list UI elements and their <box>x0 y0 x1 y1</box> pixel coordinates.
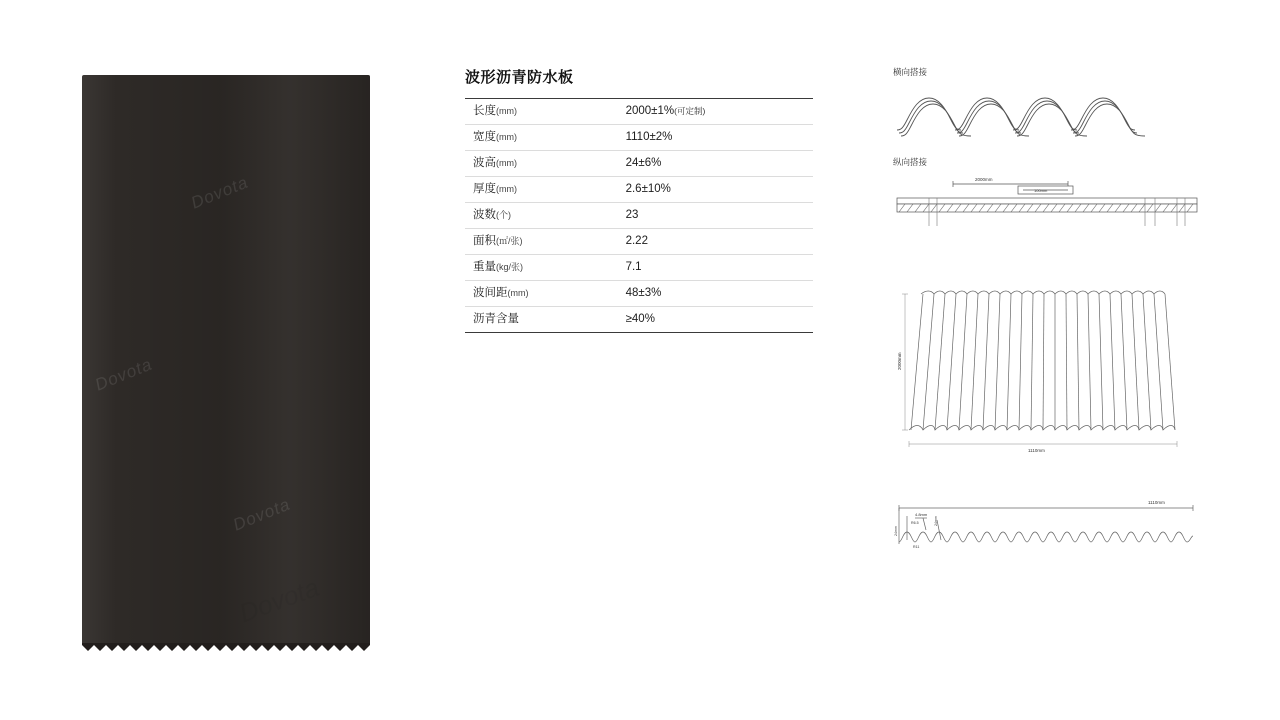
spec-label: 厚度 <box>473 182 496 195</box>
table-row <box>465 177 813 203</box>
spec-value: 7.1 <box>625 260 642 273</box>
spec-unit: (mm) <box>496 183 517 194</box>
spec-label: 波间距 <box>473 286 508 299</box>
horizontal-overlap-label: 横向搭接 <box>893 67 928 77</box>
sheet-iso-figure <box>893 280 1203 460</box>
spec-label-cell <box>465 307 622 333</box>
spec-label-cell <box>465 229 622 255</box>
profile-drawing <box>893 492 1203 554</box>
spec-label: 波数 <box>473 208 496 221</box>
spec-value: 23 <box>625 208 639 221</box>
spec-value-cell <box>622 203 813 229</box>
table-row <box>465 307 813 333</box>
spec-value: 1110±2% <box>625 130 673 143</box>
spec-value-cell <box>622 177 813 203</box>
board-bottom-edge <box>82 643 370 652</box>
profile-figure <box>893 492 1203 554</box>
spec-value-cell <box>622 151 813 177</box>
spec-label: 重量 <box>473 260 496 273</box>
spec-label: 波高 <box>473 156 496 169</box>
spec-label: 宽度 <box>473 130 496 143</box>
spec-label-cell <box>465 99 622 125</box>
dim-height-2000: 2000mm <box>897 352 902 370</box>
spec-value: 2.6±10% <box>625 182 671 195</box>
drawings-column <box>893 66 1203 554</box>
dim-length-2000: 2000mm <box>975 177 993 182</box>
dim-thickness: 4.8mm <box>915 512 928 517</box>
spec-unit: (mm) <box>496 131 517 142</box>
dim-overlap-100: 100mm <box>1034 188 1048 193</box>
table-row <box>465 255 813 281</box>
sheet-iso-drawing <box>893 280 1203 460</box>
spec-value: ≥40% <box>625 312 655 325</box>
page-title: 波形沥青防水板 <box>465 69 574 86</box>
spec-label-cell <box>465 203 622 229</box>
spec-label-cell <box>465 281 622 307</box>
product-photo <box>82 75 370 645</box>
spec-label: 沥青含量 <box>473 312 519 325</box>
dim-width-1110: 1110mm <box>1028 448 1045 453</box>
vertical-overlap-drawing <box>893 156 1203 228</box>
dim-profile-width: 1110mm <box>1148 500 1165 505</box>
spec-value-cell <box>622 125 813 151</box>
spec-value: 2000±1% <box>625 104 675 117</box>
spec-unit: (mm) <box>507 287 529 298</box>
spec-value: 2.22 <box>625 234 648 247</box>
spec-value: 24±6% <box>625 156 662 169</box>
dim-radius-1: R6.5 <box>911 521 919 525</box>
table-row <box>465 125 813 151</box>
spec-label-cell <box>465 125 622 151</box>
spec-value-cell <box>622 229 813 255</box>
table-row <box>465 281 813 307</box>
spec-unit: (㎡/张) <box>496 235 523 246</box>
spec-unit: (mm) <box>496 157 517 168</box>
spec-unit: (kg/张) <box>496 261 524 272</box>
table-row <box>465 203 813 229</box>
spec-value-cell <box>622 307 813 333</box>
spec-label: 面积 <box>473 234 496 247</box>
corrugated-board-image <box>82 75 370 645</box>
spec-value-cell <box>622 255 813 281</box>
spec-value-cell <box>622 281 813 307</box>
spec-unit: (个) <box>496 209 511 220</box>
dim-wave-height: 24mm <box>934 516 938 526</box>
spec-unit: (mm) <box>496 105 517 116</box>
table-row <box>465 151 813 177</box>
spec-value-cell <box>622 99 813 125</box>
dim-radius-2: R11 <box>913 545 920 549</box>
spec-value: 48±3% <box>625 286 662 299</box>
spec-label-cell <box>465 151 622 177</box>
spec-note: (可定制) <box>674 105 706 116</box>
spec-label-cell <box>465 255 622 281</box>
table-row <box>465 229 813 255</box>
specification-panel <box>465 66 813 333</box>
horizontal-overlap-figure <box>893 80 1203 150</box>
spec-label-cell <box>465 177 622 203</box>
dim-total-height: 24mm <box>894 526 898 536</box>
horizontal-overlap-drawing <box>893 66 1203 150</box>
spec-table <box>465 98 813 333</box>
spec-label: 长度 <box>473 104 496 117</box>
table-row <box>465 99 813 125</box>
vertical-overlap-figure <box>893 170 1203 228</box>
vertical-overlap-label: 纵向搭接 <box>893 157 928 167</box>
